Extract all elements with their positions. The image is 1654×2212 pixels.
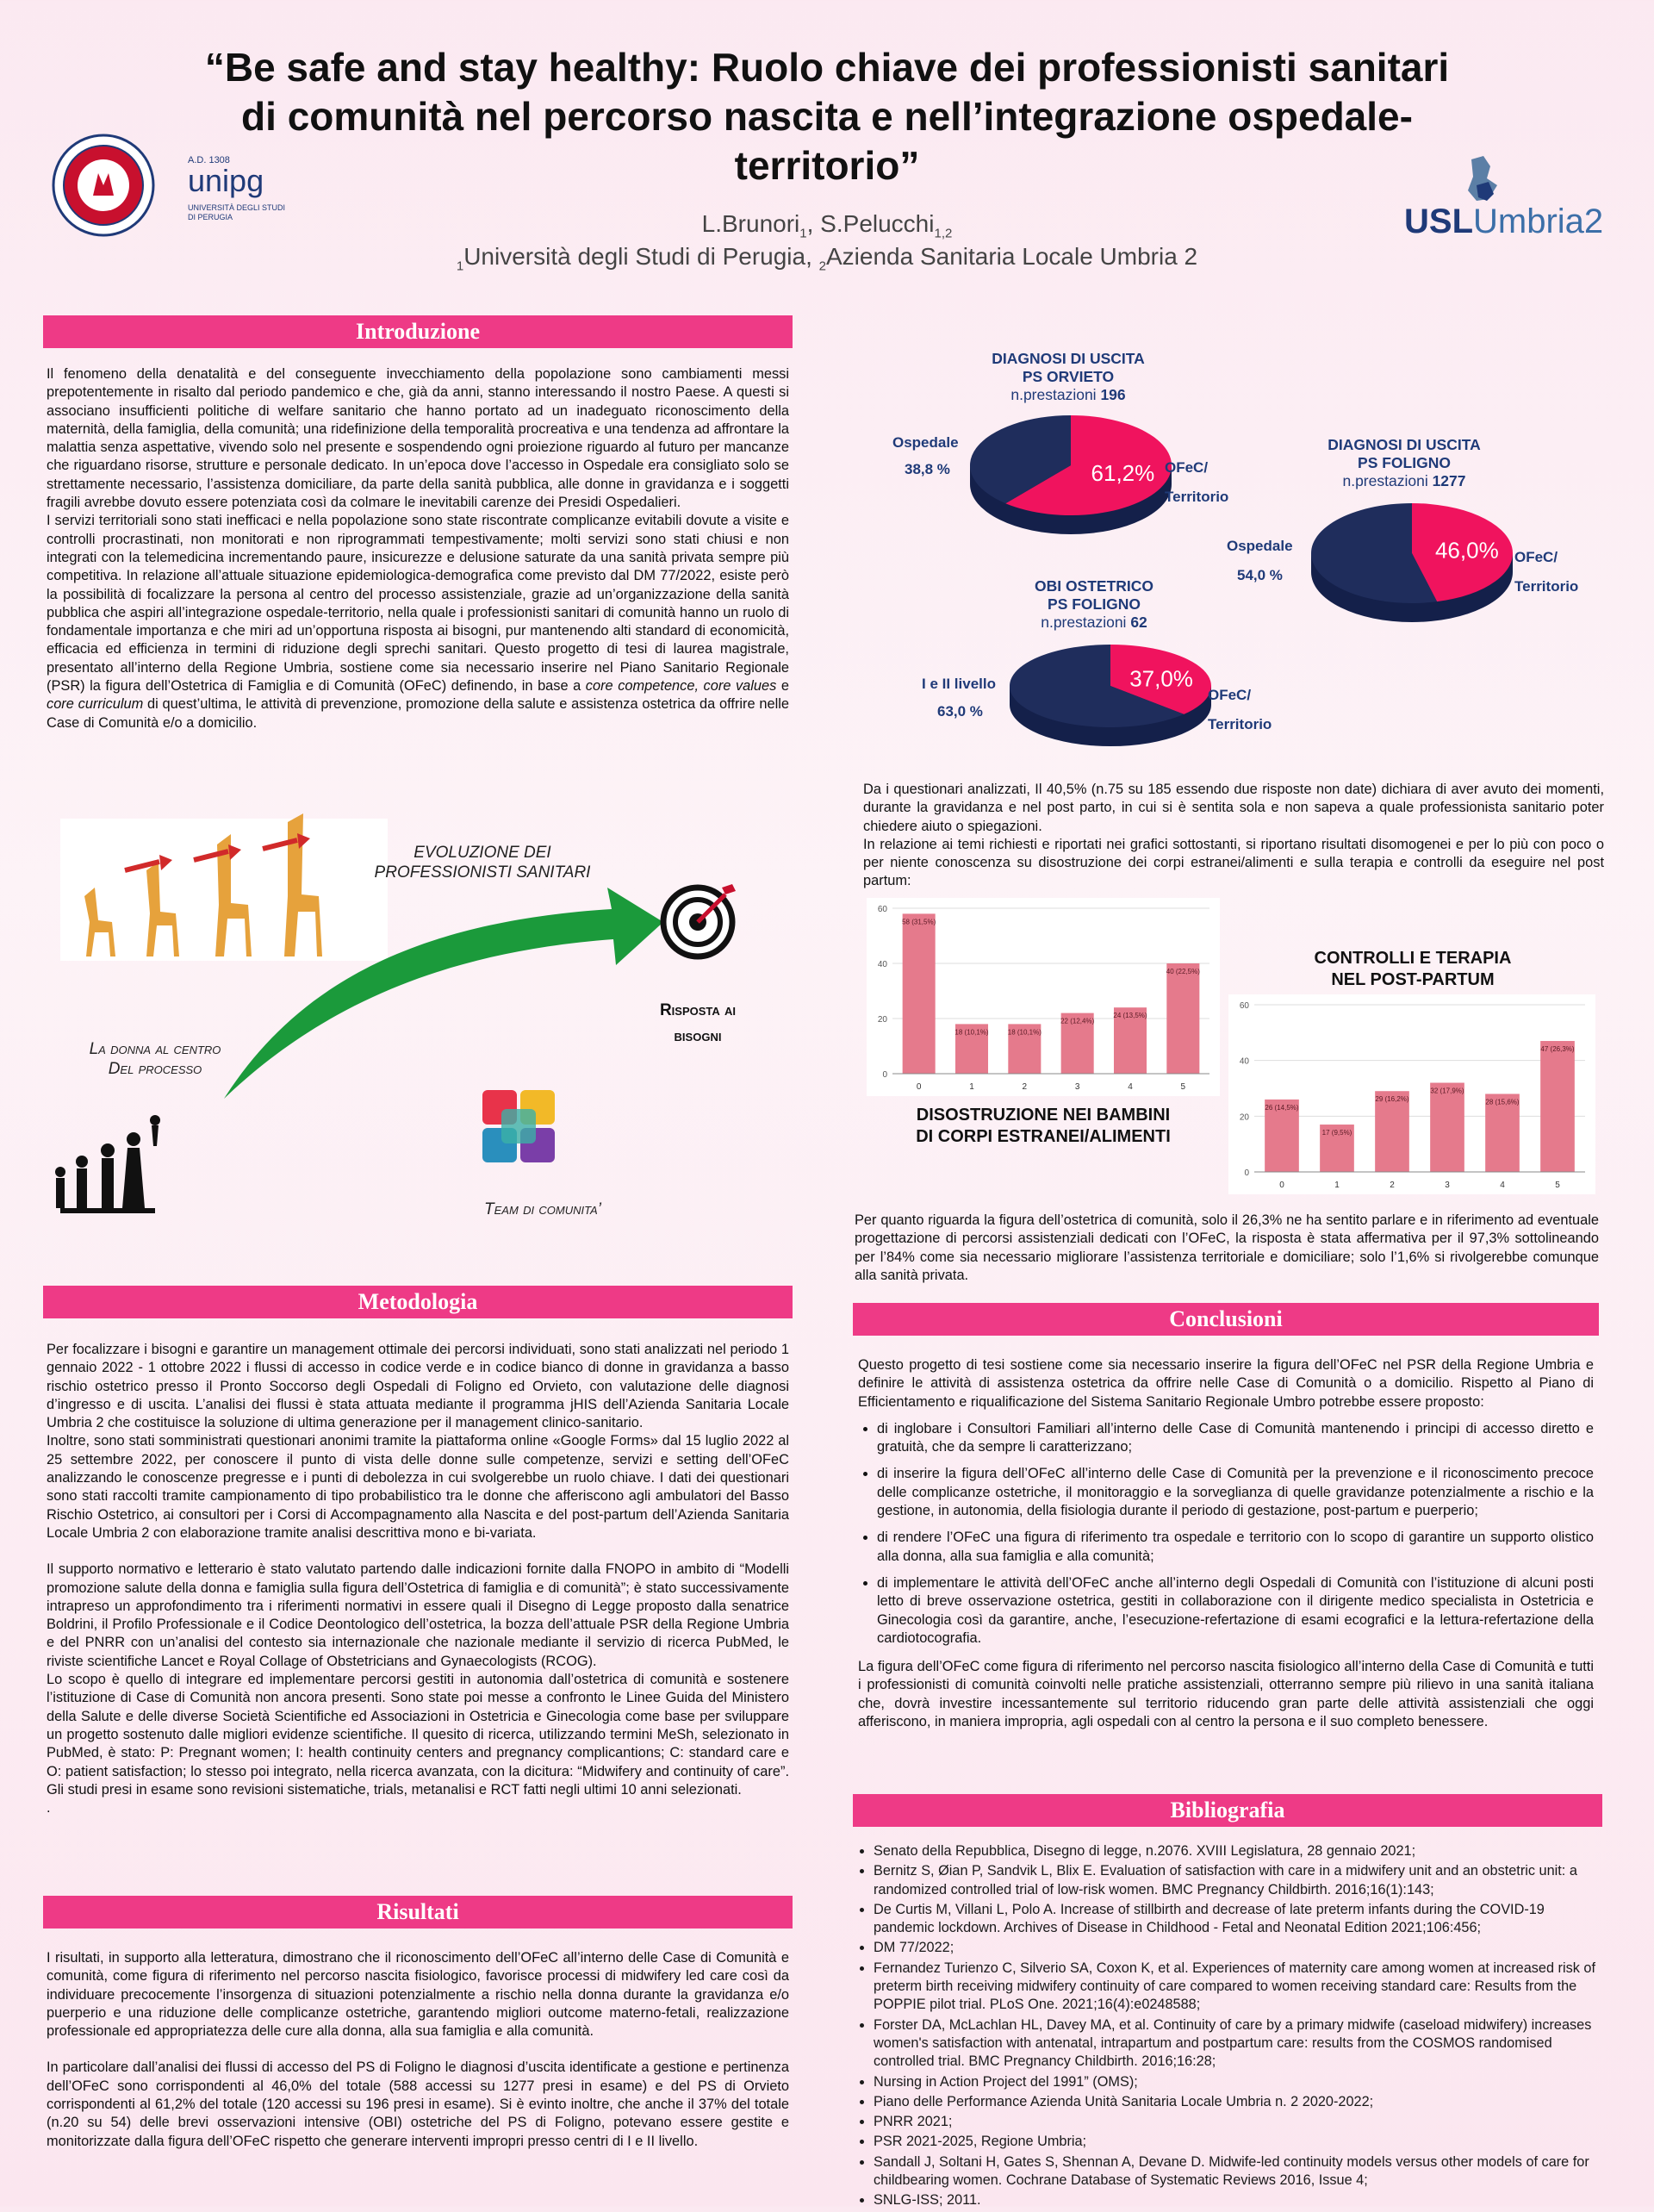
section-metodologia: Metodologia [43, 1286, 793, 1318]
section-bibliografia: Bibliografia [853, 1794, 1602, 1827]
unipg-seal-logo [52, 134, 155, 237]
bar [1166, 963, 1199, 1074]
unipg-subtitle: UNIVERSITÀ DEGLI STUDI DI PERUGIA [188, 203, 286, 221]
right-text-1 [863, 781, 1604, 891]
bibliografia-list [856, 1842, 1599, 2210]
metodologia-paragraph-3: Il supporto normativo e letterario è stato valutato partendo dalle indicazioni fornite dalla FNOPO in ambito di “Modelli promozione salute della donna e famiglia sulla figura dell’Ostetrica di famiglia e di comunità”; è stato successivamente intrapreso un approfondimento tra i riferimenti normativi in essere quali il Disegno di Legge proposto dalla senatrice Boldrini, il Profilo Professionale e il Codice Deontologico dell’ostetrica, la bozza dell’attuale PSR della Regione Umbria e del PNRR con un’analisi del contesto sia internazionale che nazionale mediante il servizio di ricerca PubMed, le riviste scientifiche Lancet e Royal Collage of Obstetricians and Gynaecologists (RCOG). [47, 1561, 789, 1669]
bar-value-label: 24 (13,5%) [1113, 1012, 1147, 1020]
x-tick-label: 2 [1022, 1082, 1028, 1092]
poster-title: “Be safe and stay healthy: Ruolo chiave dei professionisti sanitari di comunità nel percorso nascita e nell’integrazione ospedale-territorio” [204, 45, 1450, 188]
pie-foligno-label-ospedale: Ospedale [1227, 538, 1293, 554]
metodologia-dot: . [47, 1800, 51, 1816]
y-tick-label: 40 [877, 960, 887, 969]
x-tick-label: 1 [1334, 1181, 1340, 1190]
list-item: • SNLG-ISS; 2011. [874, 2191, 1599, 2209]
target-icon [663, 884, 736, 956]
pie-orvieto-label-ospedale: Ospedale [892, 434, 959, 451]
conclusioni-outro: La figura dell’OFeC come figura di riferimento nel percorso nascita fisiologico all’interno della Case di Comunità e tutti i professionisti di comunità coinvolti nelle pratiche assistenziali, otterranno sempre più rilievo in una sanità italiana che, dovrà investire incessantemente sul territorio riducendo gran parte delle attività assistenziali che oggi afferiscono, in maniera impropria, agli ospedali con al centro la persona e il suo completo benessere. [858, 1659, 1594, 1730]
unipg-logo [188, 155, 326, 222]
list-item: • di rendere l’OFeC una figura di riferimento tra ospedale e territorio con lo scopo di garantire un supporto olistico alla donna, alla sua famiglia e alla comunità; [877, 1529, 1594, 1566]
list-item: • PNRR 2021; [874, 2113, 1599, 2131]
pie-slice-value-label: 46,0% [1434, 537, 1499, 564]
right-paragraph-2: In relazione ai temi richiesti e riportati nei grafici sottostanti, si riportano risultati disomogenei e per lo più con poco o per niente conoscenza su disostruzione dei corpi estranei/alimenti e sulla terapia e controlli da eseguire nel post partum: [863, 836, 1604, 889]
conclusioni-intro: Questo progetto di tesi sostiene come sia necessario inserire la figura dell’OFeC nel PSR della Regione Umbria e definire le attività di assistenza ostetrica da offrire nelle Case di Comunità o a domicilio. Rispetto al Piano di Efficientamento e riqualificazione del Sistema Sanitario Regionale Umbro potrebbe essere proposto: [858, 1357, 1594, 1410]
section-introduzione: Introduzione [43, 315, 793, 348]
list-item: • Forster DA, McLachlan HL, Davey MA, et al. Continuity of care by a primary midwife (caseload midwifery) increases women's satisfaction with antenatal, intrapartum and postpartum care: results from the COSMOS randomised controlled trial. BMC Pregnancy Childbirth. 2016;16:28; [874, 2016, 1599, 2072]
women-silhouettes-illustration [55, 1115, 160, 1213]
metodologia-text [47, 1341, 789, 1817]
right-paragraph-1: Da i questionari analizzati, Il 40,5% (n.75 su 185 essendo due risposte non date) dichiara di aver avuto dei momenti, durante la gravidanza e nel post parto, in cui si è sentita sola e non sapeva a quale professionista sanitario poter chiedere aiuto o spiegazioni. [863, 782, 1604, 834]
pie-foligno-title: DIAGNOSI DI USCITA PS FOLIGNO n.prestazioni 1277 [1328, 436, 1481, 489]
bar-value-label: 47 (26,3%) [1540, 1045, 1575, 1054]
intro-paragraph-1: Il fenomeno della denatalità e del conseguente invecchiamento della popolazione sono cambiamenti messi prepotentemente in risalto dal periodo pandemico e che, già da anni, stanno interessando il nostro Paese. A questi si associano insufficienti politiche di welfare sanitario che hanno portato ad un inadeguato riconoscimento della maternità, della famiglia, della comunità; una ridefinizione della temporalità procreativa e una tendenza ad affrontare la malattia senza aspettative, vivendo solo nel presente e sospendendo ogni proiezione riguardo al futuro per mancanze che riguardano risorse, strutture e personale dedicato. In un’epoca dove l’accesso in Ospedale era consigliato solo se strettamente necessario, l’assistenza domiciliare, da parte della sanità pubblica, alle donne in gravidanza e i soggetti fragili avrebbe dovuto essere potenziata così da colmare le inevitabili carenze dei Presidi Ospedalieri. [47, 366, 789, 511]
list-item: • Sandall J, Soltani H, Gates S, Shennan A, Devane D. Midwife-led continuity models versus other models of care for childbearing women. Cochrane Database of Systematic Reviews 2016, Issue 4; [874, 2153, 1599, 2190]
evoluzione-label: EVOLUZIONE DEI PROFESSIONISTI SANITARI [374, 844, 591, 882]
y-tick-label: 60 [877, 905, 887, 914]
pie-foligno-value-ospedale: 54,0 % [1237, 567, 1283, 583]
metodologia-paragraph-1: Per focalizzare i bisogni e garantire un management ottimale dei percorsi individuati, sono stati analizzati nel periodo 1 gennaio 2022 - 1 ottobre 2022 i flussi di accesso in codice verde e in codice bianco di donne in gravidanza a basso rischio ostetrico presso il Pronto Soccorso degli Ospedali di Foligno ed Orvieto, con valutazione delle diagnosi d’ingresso e di uscita. L’analisi dei flussi è stata attuata mediante il programma jHIS dell’Azienda Sanitaria Locale Umbria 2 che costituisce la soluzione di ultima generazione per il management clinico-sanitario. [47, 1342, 789, 1431]
giraffe-evolution-illustration [60, 813, 388, 961]
bar-disostruzione-graphic [867, 898, 1220, 1096]
bar-controlli-title: CONTROLLI E TERAPIA NEL POST-PARTUM [1314, 949, 1512, 989]
x-tick-label: 4 [1128, 1082, 1133, 1092]
pie-orvieto-label-ofec: OFeC/ Territorio [1165, 459, 1229, 505]
x-tick-label: 4 [1500, 1181, 1505, 1190]
metodologia-paragraph-2: Inoltre, sono stati somministrati questionari anonimi tramite la piattaforma online «Google Forms» dal 15 luglio 2022 al 25 settembre 2022, per conoscere il punto di vista delle donne sulle competenze, servizi e setting dell’OFeC analizzando le conoscenze pregresse e i punti di debolezza in cui svolgerebbe un ruolo chiave. I dati dei questionari sono stati raccolti tramite campionamento di tipo probabilistico tra le donne che afferiscono agli ambulatori del Basso Rischio Ostetrico, ai consultori per i Corsi di Accompagnamento alla Nascita e del post-partum dell’Azienda Sanitaria Locale Umbria 2 con elaborazione tramite analisi descrittiva mono e bi-variata. [47, 1433, 789, 1541]
list-item: • di inglobare i Consultori Familiari all’interno delle Case di Comunità mantenendo i principi di accesso diretto e gratuità, che da sempre li caratterizzano; [877, 1420, 1594, 1457]
bar-value-label: 18 (10,1%) [954, 1028, 989, 1037]
pie-slice-value-label: 61,2% [1091, 459, 1155, 486]
pie-obi-graphic [1003, 641, 1218, 753]
usl-umbria-name: USLUmbria2 [1404, 203, 1604, 240]
y-tick-label: 20 [877, 1015, 887, 1025]
list-item: • PSR 2021-2025, Regione Umbria; [874, 2133, 1599, 2151]
bar [903, 913, 936, 1074]
y-tick-label: 40 [1239, 1056, 1249, 1067]
list-item: • De Curtis M, Villani L, Polo A. Increase of stillbirth and decrease of late preterm infants during the COVID-19 pandemic lockdown. Archives of Disease in Childhood - Fetal and Neonatal Edition 2021;106:456; [874, 1901, 1599, 1938]
bar-value-label: 22 (12,4%) [1060, 1017, 1095, 1025]
x-tick-label: 3 [1074, 1082, 1080, 1092]
pie-foligno-label-ofec: OFeC/ Territorio [1514, 549, 1579, 595]
bar-disostruzione-title: DISOSTRUZIONE NEI BAMBINI DI CORPI ESTRANEI/ALIMENTI [916, 1106, 1171, 1146]
bar-value-label: 40 (22,5%) [1166, 968, 1200, 975]
list-item: • Fernandez Turienzo C, Silverio SA, Coxon K, et al. Experiences of maternity care among women at increased risk of preterm birth receiving midwifery continuity of care compared to women receiving standard care: Results from the POPPIE pilot trial. PLoS One. 2021;16(4):e0248588; [874, 1960, 1599, 2015]
x-tick-label: 2 [1390, 1181, 1395, 1190]
pie-obi-title: OBI OSTETRICO PS FOLIGNO n.prestazioni 62 [1034, 577, 1154, 631]
metodologia-paragraph-4: Lo scopo è quello di integrare ed implementare percorsi gestiti in autonomia dall’ostetrica di comunità e sostenere l’istituzione di Case di Comunità non ancora presenti. Sono state poi messe a confronto le Linee Guida del Ministero della Salute e delle diverse Società Scientifiche ed Associazioni in Ostetricia e Ginecologia come base per sviluppare un progetto sostenuto dalle migliori evidenze scientifiche. Il quesito di ricerca, utilizzando termini MeSh, selezionato in PubMed, è stato: P: Pregnant women; I: health continuity centers and pregnancy complicantions; C: standard care e O: patient satisfaction; lo stesso poi integrato, nella ricerca avanzata, con la dicitura: “Midwifery and continuity of care”. Gli studi presi in esame sono revisioni sistematiche, trials, metanalisi e RCT fatti negli ultimi 10 anni selezionati. [47, 1672, 789, 1798]
bar-value-label: 32 (17,9%) [1430, 1087, 1464, 1095]
y-tick-label: 0 [882, 1070, 887, 1080]
right-paragraph-3: Per quanto riguarda la figura dell’ostetrica di comunità, solo il 26,3% ne ha sentito parlare e in riferimento ad eventuale progettazione di percorsi assistenziali dedicati con l’OFeC, la risposta è stata affermativa per il 97,3% sottolineando per l’84% come sia necessario migliorare l’assistenza territoriale e domiciliare; solo l’1,6% si rivolgerebbe comunque alla sanità privata. [855, 1212, 1599, 1283]
conclusioni-list [858, 1420, 1594, 1648]
unipg-name: unipg [188, 163, 264, 198]
authors: L.Brunori$_1$, S.Pelucchi$_{1,2}$ [701, 210, 953, 241]
risultati-text [47, 1949, 789, 2151]
pie-orvieto-value-ospedale: 38,8 % [905, 461, 950, 477]
risposta-label: Risposta ai bisogni [659, 1001, 737, 1045]
intro-text [47, 365, 789, 732]
bar-controlli-graphic [1228, 994, 1595, 1194]
bar-chart-controlli [1228, 994, 1595, 1194]
y-tick-label: 20 [1239, 1112, 1249, 1123]
pie-slice-value-label: 37,0% [1129, 665, 1193, 692]
pie-obi-label-livello: I e II livello [922, 676, 996, 692]
puzzle-icon [482, 1090, 555, 1162]
x-tick-label: 5 [1555, 1181, 1560, 1190]
affiliations: $_1$Università degli Studi di Perugia, $_2$Azienda Sanitaria Locale Umbria 2 [456, 243, 1198, 274]
list-item: • Senato della Repubblica, Disegno di legge, n.2076. XVIII Legislatura, 28 gennaio 2021; [874, 1842, 1599, 1860]
pie-chart-orvieto [887, 345, 1249, 543]
bar-value-label: 18 (10,1%) [1007, 1028, 1042, 1037]
risultati-paragraph-2: In particolare dall’analisi dei flussi di accesso del PS di Foligno le diagnosi d’uscita identificate a gestione e pertinenza dell’OFeC sono corrispondenti al 46,0% del totale (588 accessi su 1277 presi in esame) e del PS di Orvieto corrispondenti al 61,2% del totale (120 accessi su 196 presi in esame). Si è evinto inoltre, che anche il 37% del totale (n.20 su 54) delle brevi osservazioni intensive (OBI) ostetriche del PS di Foligno, potevano essere gestite e monitorizzate dalla figura dell’OFeC rispetto che generare interventi impropri presso centri di I e II livello. [47, 2059, 789, 2149]
x-tick-label: 5 [1180, 1082, 1186, 1092]
bar-value-label: 58 (31,5%) [902, 918, 936, 926]
conclusioni-text [858, 1356, 1594, 1731]
x-tick-label: 0 [1279, 1181, 1284, 1190]
risultati-paragraph-1: I risultati, in supporto alla letteratura, dimostrano che il riconoscimento dell’OFeC all’interno delle Case di Comunità e comunità, come figura di riferimento nel percorso nascita fisiologico, favorisce processi di midwifery led care così da individuare precocemente l’insorgenza di situazioni potenzialmente a rischio nella donna durante la gravidanza e/o puerperio e una riduzione delle complicanze ostetriche, garantendo migliori outcome materno-fetali, realizzazione professionale ed appropriatezza delle cure alla donna, alla sua famiglia e alla comunità. [47, 1950, 789, 2040]
list-item: • Piano delle Performance Azienda Unità Sanitaria Locale Umbria n. 2 2020-2022; [874, 2093, 1599, 2111]
usl-umbria-logo [1404, 151, 1611, 246]
evolution-diagram [43, 801, 793, 1232]
pie-chart-obi [913, 576, 1275, 748]
x-tick-label: 0 [916, 1082, 922, 1092]
bar-value-label: 29 (16,2%) [1375, 1095, 1409, 1104]
section-conclusioni: Conclusioni [853, 1303, 1599, 1336]
list-item: • Bernitz S, Øian P, Sandvik L, Blix E. Evaluation of satisfaction with care in a midwifery unit and an obstetric unit: a randomized controlled trial of low-risk women. BMC Pregnancy Childbirth. 2016;16(1):143; [874, 1862, 1599, 1899]
y-tick-label: 0 [1244, 1168, 1249, 1178]
donna-label: La donna al centro Del processo [89, 1040, 221, 1078]
y-tick-label: 60 [1239, 1001, 1249, 1011]
x-tick-label: 3 [1445, 1181, 1450, 1190]
bar [1540, 1041, 1575, 1172]
x-tick-label: 1 [969, 1082, 974, 1092]
pie-orvieto-graphic [963, 412, 1178, 541]
bar-value-label: 17 (9,5%) [1321, 1129, 1352, 1137]
section-risultati: Risultati [43, 1896, 793, 1928]
bar [1430, 1083, 1464, 1172]
bibliografia-list-container [856, 1842, 1599, 2212]
list-item: • Nursing in Action Project del 1991” (OMS); [874, 2073, 1599, 2091]
pie-obi-value-livello: 63,0 % [937, 703, 983, 720]
team-label: Team di comunita’ [484, 1200, 601, 1218]
bar [1375, 1091, 1409, 1172]
right-text-2 [855, 1212, 1599, 1285]
list-item: • di inserire la figura dell’OFeC all’interno delle Case di Comunità per la prevenzione e il riconoscimento precoce delle complicanze ostetriche, il monitoraggio e la sorveglianza di quelle gravidanze potenzialmente a rischio e la gestione, in autonomia, della fisiologia durante il periodo di gestazione, post-partum e puerperio; [877, 1465, 1594, 1520]
pie-orvieto-title: DIAGNOSI DI USCITA PS ORVIETO n.prestazioni 196 [992, 350, 1145, 403]
bar-value-label: 26 (14,5%) [1265, 1103, 1299, 1112]
intro-paragraph-2: I servizi territoriali sono stati inefficaci e nella popolazione sono state riscontrate complicanze evitabili dovute a visite e controlli procrastinati, non monitorati e non riprogrammati tempestivamente; molti servizi sono stati chiusi e non integrati con la telemedicina incrementando paure, insicurezze e delusione saturate da una sanità privata sempre più competitiva. In relazione all’attuale situazione epidemiologica-demografica come previsto dal DM 77/2022, esiste però la possibilità di focalizzare la persona al centro del processo assistenziale, grazie ad un’organizzazione della sanità pubblica che aspiri all’integrazione ospedale-territorio, nella quale i professionisti sanitari di comunità hanno un ruolo di fondamentale importanza e che miri ad un’opportuna risposta ai bisogni, pur mantenendo alti standard di economicità, efficacia ed efficienza in termini di riduzione degli sprechi sanitari. Questo progetto di tesi di laurea magistrale, presentato all’interno della Regione Umbria, sostiene come sia necessario inserire nel Piano Sanitario Regionale (PSR) la figura dell’Ostetrica di Famiglia e di Comunità (OFeC) definendo, in base a core competence, core values e core curriculum di quest’ultima, le attività di prevenzione, promozione della salute e assistenza ostetrica da offrire nelle Case di Comunità e/o a domicilio. [47, 513, 789, 731]
list-item: • di implementare le attività dell’OFeC anche all’interno degli Ospedali di Comunità con l’istituzione di alcuni posti letto di breve osservazione ostetrica, gestiti in collaborazione con il dirigente medico specialista in Ostetricia e Ginecologia così da garantire, anche, l’esecuzione-refertazione di esami ecografici e la lettura-refertazione della cardiotocografia. [877, 1574, 1594, 1648]
pie-obi-label-ofec: OFeC/ Territorio [1208, 687, 1272, 732]
bar-chart-disostruzione [867, 898, 1220, 1156]
pie-foligno-graphic [1304, 500, 1520, 629]
list-item: • DM 77/2022; [874, 1939, 1599, 1957]
unipg-year: A.D. 1308 [188, 155, 230, 165]
bar-value-label: 28 (15,6%) [1485, 1098, 1520, 1106]
